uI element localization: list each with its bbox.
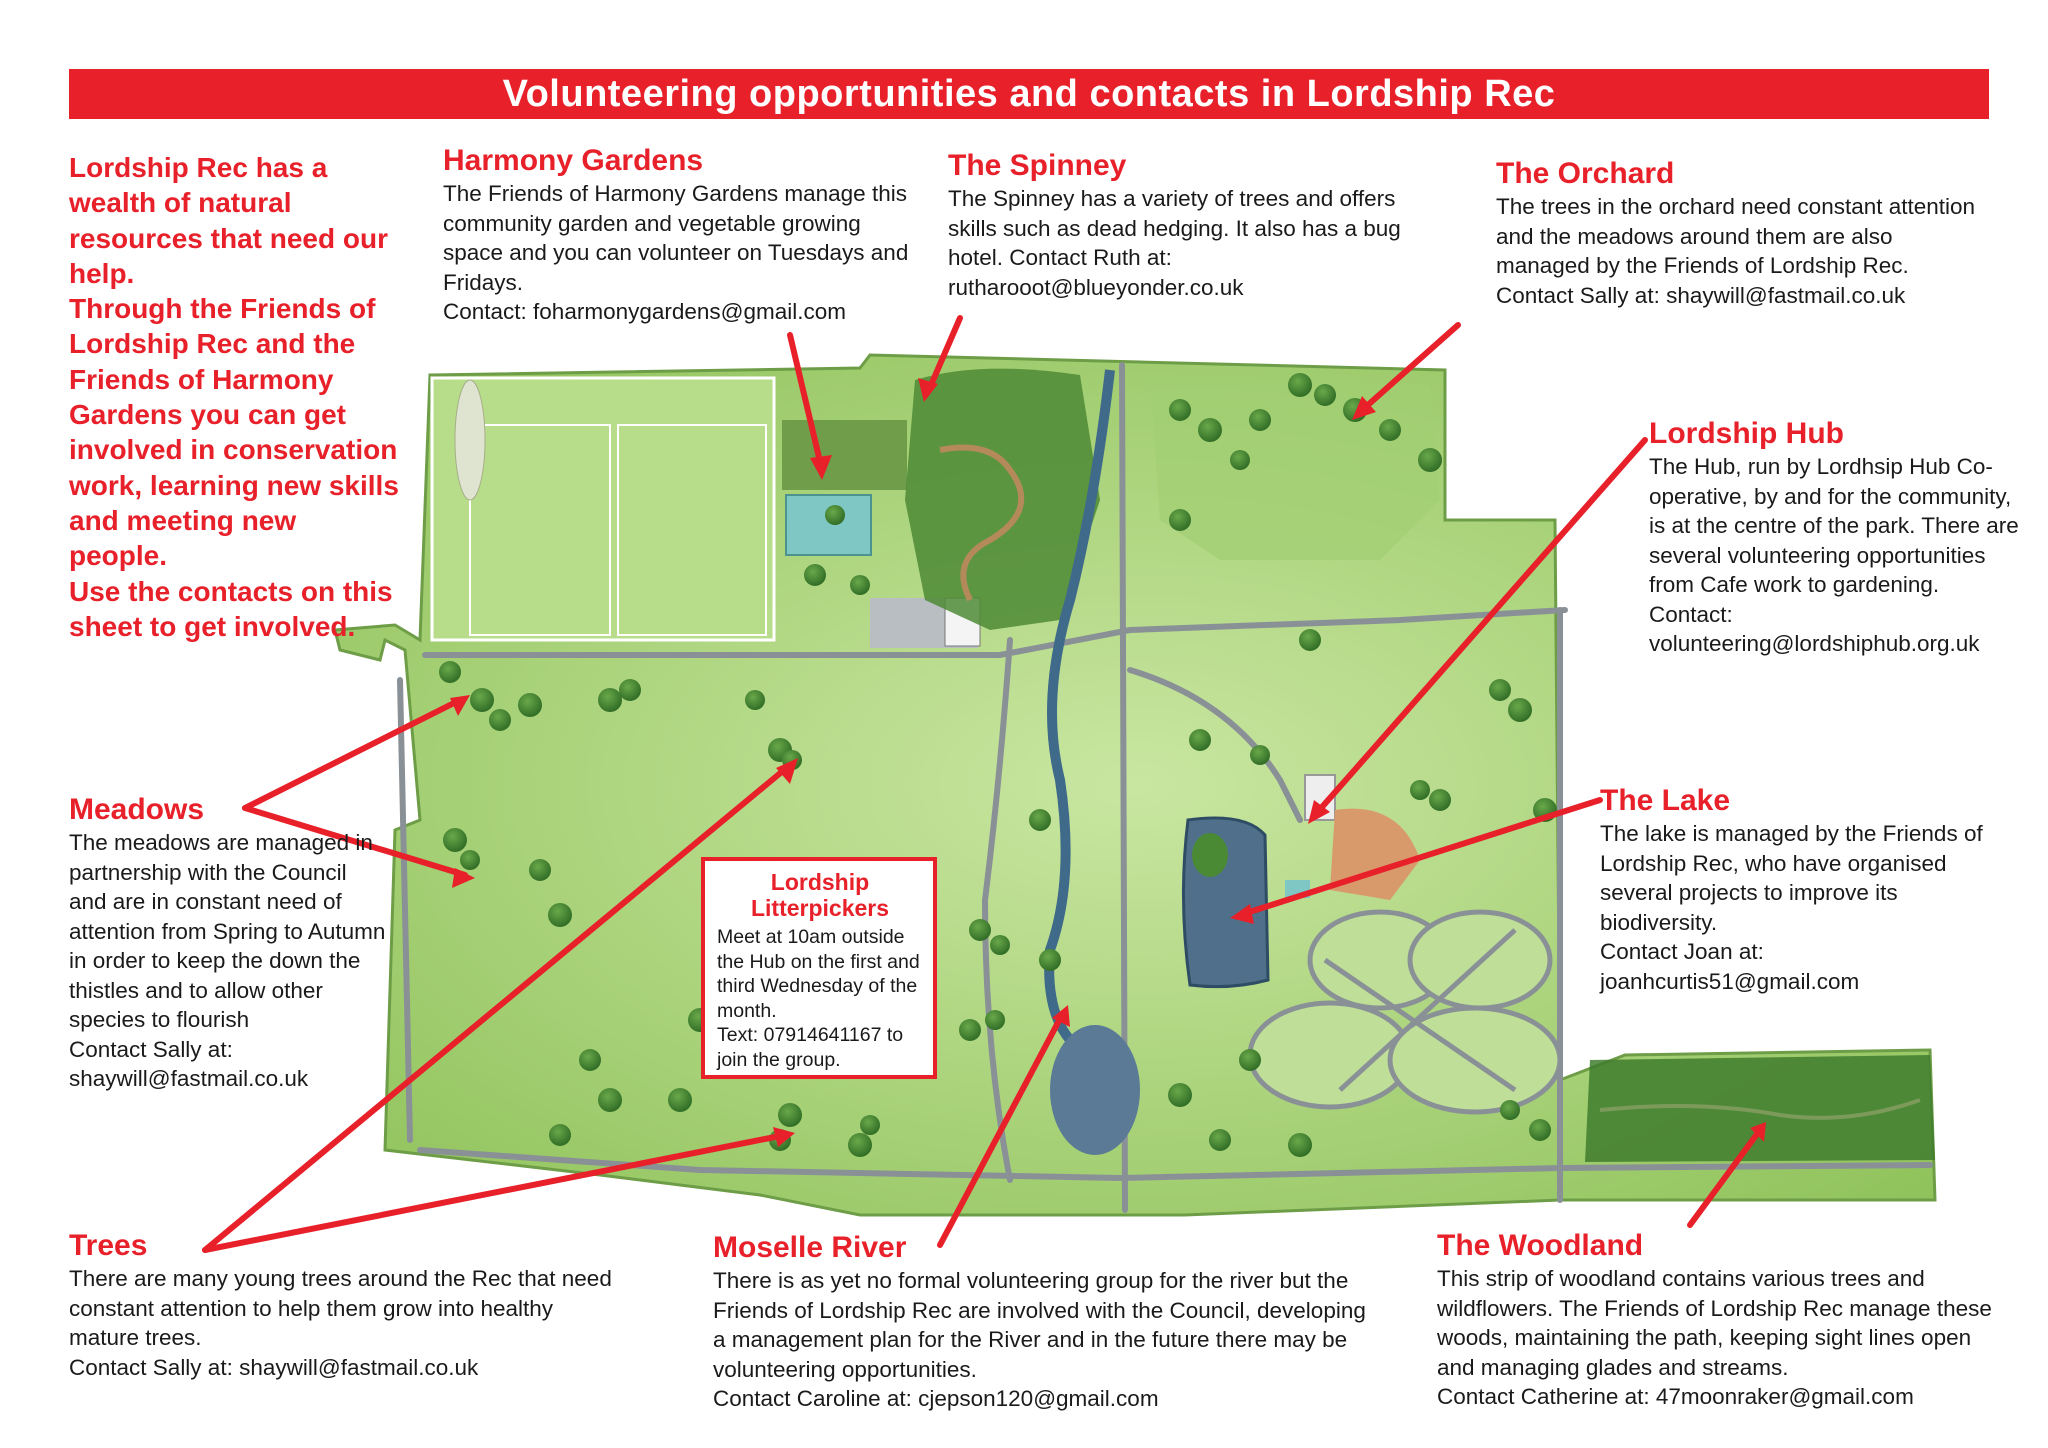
moselle-section [713, 1230, 1383, 1414]
orchard-heading: The Orchard [1496, 157, 1675, 190]
woodland-heading: The Woodland [1437, 1229, 1644, 1262]
hub-contact-label: Contact: [1649, 601, 1733, 627]
orchard-section [1496, 156, 1976, 310]
intro-text: Lordship Rec has a wealth of natural resources that need our help. Through the Friends of Lordship Rec and the Friends of Harmony Gardens you can get involved in conservation work, learning new skills and meeting new people. Use the contacts on this sheet to get involved. [69, 152, 399, 642]
spinney-heading: The Spinney [948, 149, 1127, 182]
page-title: Volunteering opportunities and contacts in Lordship Rec [502, 73, 1556, 115]
moselle-heading: Moselle River [713, 1231, 907, 1264]
meadows-section [69, 792, 389, 1094]
lake-heading: The Lake [1600, 784, 1731, 817]
moselle-text: There is as yet no formal volunteering group for the river but the Friends of Lordship Rec are involved with the Council, developing a management plan for the River and in the future there may be volunteering opportunities. Contact Caroline at: cjepson120@gmail.com [713, 1268, 1366, 1411]
trees-heading: Trees [69, 1229, 148, 1262]
harmony-gardens-text: The Friends of Harmony Gardens manage this community garden and vegetable growing space and you can volunteer on Tuesdays and Fridays. Contact: foharmonygardens@gmail.com [443, 181, 909, 324]
litterpickers-heading: Lordship Litterpickers [750, 869, 890, 921]
page-title-banner [69, 69, 1989, 119]
spinney-section [948, 148, 1418, 302]
lake-section [1600, 783, 2000, 996]
litterpickers-box [701, 857, 937, 1079]
orchard-text: The trees in the orchard need constant attention and the meadows around them are also managed by the Friends of Lordship Rec. Contact Sally at: shaywill@fastmail.co.uk [1496, 194, 1976, 308]
woodland-text: This strip of woodland contains various trees and wildflowers. The Friends of Lordship Rec manage these woods, maintaining the path, keeping sight lines open and managing glades and streams. Contact Catherine at: 47moonraker@gmail.com [1437, 1266, 1992, 1409]
hub-section [1649, 416, 2029, 659]
hub-contact-email: volunteering@lordshiphub.org.uk [1649, 631, 1980, 656]
litterpickers-text: Meet at 10am outside the Hub on the first and third Wednesday of the month. Text: 07914641167 to join the group. [717, 926, 920, 1071]
harmony-gardens-section [443, 143, 913, 327]
trees-section [69, 1228, 629, 1382]
meadows-text: The meadows are managed in partnership with the Council and are in constant need of attention from Spring to Autumn in order to keep the down the thistles and to allow other species to flourish Contact Sally at: shaywill@fastmail.co.uk [69, 830, 386, 1091]
trees-text: There are many young trees around the Rec that need constant attention to help them grow into healthy mature trees. Contact Sally at: shaywill@fastmail.co.uk [69, 1266, 612, 1380]
spinney-text: The Spinney has a variety of trees and offers skills such as dead hedging. It also has a bug hotel. Contact Ruth at: rutharooot@blueyonder.co.uk [948, 186, 1401, 300]
meadows-heading: Meadows [69, 793, 205, 826]
lake-text: The lake is managed by the Friends of Lordship Rec, who have organised several projects to improve its biodiversity. Contact Joan at: joanhcurtis51@gmail.com [1600, 821, 1983, 994]
harmony-gardens-heading: Harmony Gardens [443, 144, 704, 177]
hub-text: The Hub, run by Lordhsip Hub Co-operative, by and for the community, is at the centre of the park. There are several volunteering opportunities from Cafe work to gardening. [1649, 454, 2019, 597]
hub-heading: Lordship Hub [1649, 417, 1844, 450]
woodland-section [1437, 1228, 1997, 1412]
